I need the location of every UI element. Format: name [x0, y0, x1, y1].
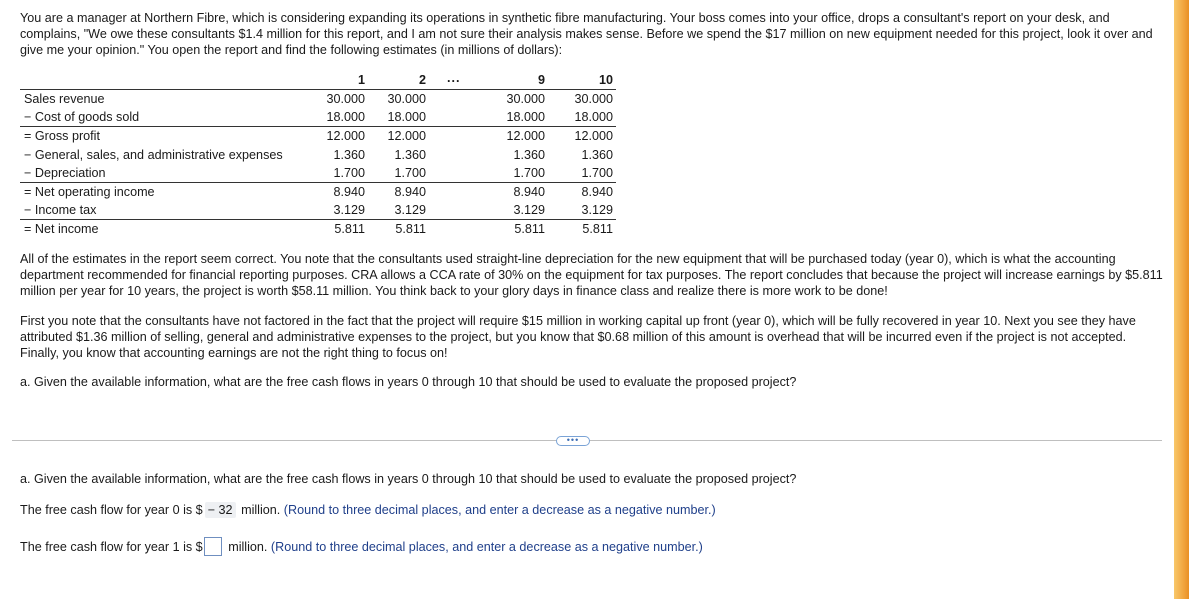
- row-label: − Income tax: [24, 203, 97, 217]
- cell-year-1: 3.129: [333, 203, 365, 217]
- cell-year-10: 8.940: [581, 185, 613, 199]
- cell-year-9: 30.000: [506, 92, 545, 106]
- cell-year-10: 18.000: [574, 110, 613, 124]
- year-0-answer-value: − 32: [205, 502, 236, 518]
- column-ellipsis: ...: [447, 71, 461, 85]
- table-row: [20, 220, 616, 238]
- answer-prefix: The free cash flow for year 0 is $: [20, 503, 203, 517]
- table-row: [20, 183, 616, 201]
- answer-unit: million.: [241, 503, 281, 517]
- row-label: − Cost of goods sold: [24, 110, 140, 124]
- row-label: = Gross profit: [24, 129, 100, 143]
- cell-year-2: 1.360: [394, 148, 426, 162]
- cell-year-10: 3.129: [581, 203, 613, 217]
- cell-year-9: 8.940: [513, 185, 545, 199]
- cell-year-2: 12.000: [387, 129, 426, 143]
- cell-year-2: 30.000: [387, 92, 426, 106]
- answer-line-year-0: [20, 502, 1165, 518]
- cell-year-1: 8.940: [333, 185, 365, 199]
- table-row: [20, 127, 616, 145]
- analysis-paragraph: All of the estimates in the report seem correct. You note that the consultants used straight-line depreciation for the new equipment that will be purchased today (year 0), which is what the accounting department recommended for financial reporting purposes. CRA allows a CCA rate of 30% on the equipment for tax purposes. The report concludes that because the project will increase earnings by $5.811 million per year for 10 years, the project is worth $58.11 million. You think back to your glory days in finance class and realize there is more work to be done!: [20, 252, 1163, 298]
- question-prompt: a. Given the available information, what are the free cash flows in years 0 through 10 that should be used to evaluate the proposed project?: [20, 375, 797, 389]
- cell-year-9: 1.700: [513, 166, 545, 180]
- column-header-year-1: 1: [357, 73, 365, 87]
- column-header-year-2: 2: [418, 73, 426, 87]
- cell-year-9: 12.000: [506, 129, 545, 143]
- answer-prefix: The free cash flow for year 1 is $: [20, 540, 203, 554]
- cell-year-1: 12.000: [326, 129, 365, 143]
- expand-more-button[interactable]: •••: [556, 436, 590, 446]
- column-header-year-10: 10: [598, 73, 613, 87]
- row-label: − Depreciation: [24, 166, 106, 180]
- cell-year-1: 5.811: [334, 222, 365, 236]
- scrollbar-track[interactable]: [1174, 0, 1189, 599]
- cell-year-2: 8.940: [394, 185, 426, 199]
- row-label: Sales revenue: [24, 92, 105, 106]
- cell-year-2: 1.700: [394, 166, 426, 180]
- cell-year-9: 1.360: [513, 148, 545, 162]
- cell-year-10: 1.360: [581, 148, 613, 162]
- income-estimates-table: [20, 70, 616, 240]
- cell-year-2: 18.000: [387, 110, 426, 124]
- table-row: [20, 90, 616, 108]
- cell-year-10: 1.700: [581, 166, 613, 180]
- cell-year-9: 3.129: [513, 203, 545, 217]
- column-header-year-9: 9: [537, 73, 545, 87]
- cell-year-10: 5.811: [582, 222, 613, 236]
- cell-year-9: 18.000: [506, 110, 545, 124]
- table-row: [20, 201, 616, 219]
- rounding-hint: (Round to three decimal places, and enter a decrease as a negative number.): [270, 540, 703, 554]
- cell-year-1: 1.360: [333, 148, 365, 162]
- adjustments-paragraph: First you note that the consultants have not factored in the fact that the project will require $15 million in working capital up front (year 0), which will be fully recovered in year 10. Next you see they have attributed $1.36 million of selling, general and administrative expenses to the project, but you know that $0.68 million of this amount is overhead that will be incurred even if the project is not accepted. Finally, you know that accounting earnings are not the right thing to focus on!: [20, 314, 1136, 360]
- rounding-hint: (Round to three decimal places, and enter a decrease as a negative number.): [283, 503, 716, 517]
- cell-year-1: 30.000: [326, 92, 365, 106]
- problem-intro: You are a manager at Northern Fibre, which is considering expanding its operations in synthetic fibre manufacturing. Your boss comes into your office, drops a consultant's report on your desk, and complains, "We owe these consultants $1.4 million for this report, and I am not sure their analysis makes sense. Before we spend the $17 million on new equipment needed for this project, look it over and give me your opinion." You open the report and find the following estimates (in millions of dollars):: [20, 11, 1153, 57]
- cell-year-2: 5.811: [395, 222, 426, 236]
- cell-year-1: 1.700: [333, 166, 365, 180]
- cell-year-2: 3.129: [394, 203, 426, 217]
- answer-unit: million.: [228, 540, 268, 554]
- cell-year-10: 30.000: [574, 92, 613, 106]
- cell-year-9: 5.811: [514, 222, 545, 236]
- table-row: [20, 146, 616, 164]
- row-label: = Net operating income: [24, 185, 155, 199]
- year-1-answer-input[interactable]: [204, 537, 222, 556]
- cell-year-1: 18.000: [326, 110, 365, 124]
- table-row: [20, 164, 616, 182]
- answer-line-year-1: [20, 537, 1165, 556]
- cell-year-10: 12.000: [574, 129, 613, 143]
- row-label: = Net income: [24, 222, 99, 236]
- row-label: − General, sales, and administrative expenses: [24, 148, 283, 162]
- table-row: [20, 108, 616, 126]
- question-repeat: a. Given the available information, what are the free cash flows in years 0 through 10 that should be used to evaluate the proposed project?: [20, 472, 797, 486]
